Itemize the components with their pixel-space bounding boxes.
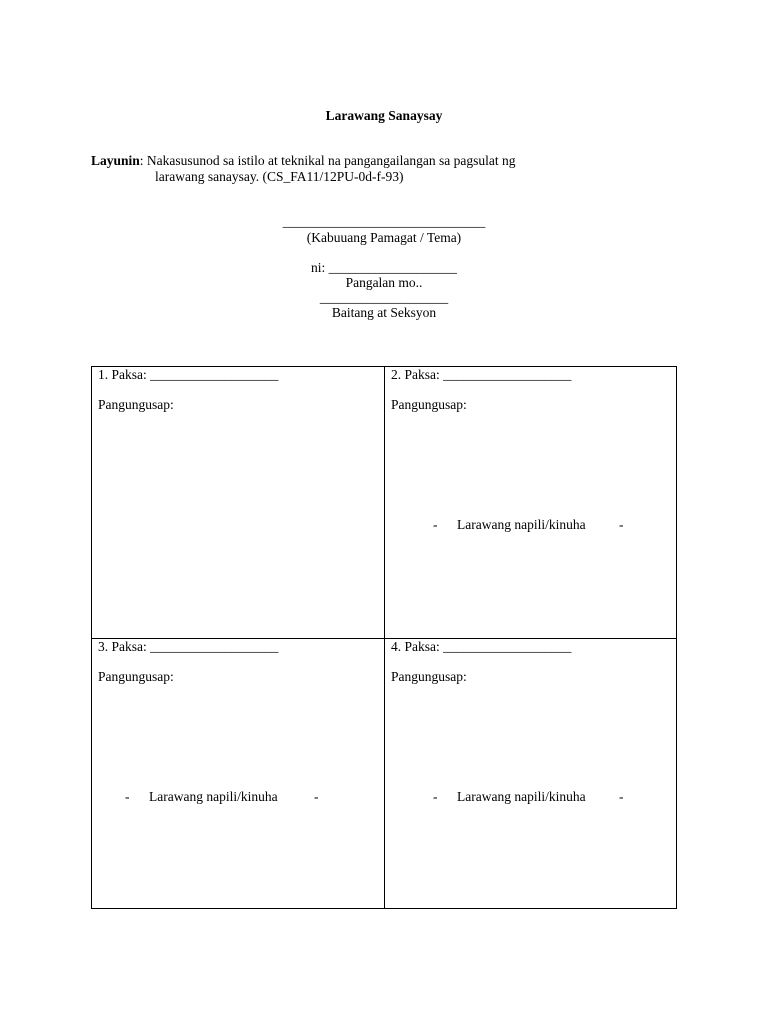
picture-dash-right: - — [314, 789, 319, 804]
grid-cell-3 — [92, 639, 385, 910]
objective-text-1: : Nakasusunod sa istilo at teknikal na pangangailangan sa pagsulat ng — [139, 153, 516, 168]
document-title: Larawang Sanaysay — [325, 108, 443, 123]
title-caption: (Kabuuang Pamagat / Tema) — [306, 230, 462, 245]
picture-dash-right: - — [619, 517, 624, 532]
objective-label: Layunin — [91, 153, 140, 168]
picture-label-4: Larawang napili/kinuha — [457, 789, 586, 804]
picture-label-3: Larawang napili/kinuha — [149, 789, 278, 804]
picture-dash-left: - — [125, 789, 130, 804]
sentence-label-1: Pangungusap: — [98, 397, 174, 412]
sentence-label-2: Pangungusap: — [391, 397, 467, 412]
name-caption: Pangalan mo.. — [345, 275, 423, 290]
picture-dash-left: - — [433, 789, 438, 804]
grid-cell-4 — [385, 639, 678, 910]
objective-line-1 — [91, 153, 515, 169]
title-blank-line: ______________________________ — [282, 214, 486, 229]
sentence-label-4: Pangungusap: — [391, 669, 467, 684]
sentence-label-3: Pangungusap: — [98, 669, 174, 684]
objective-text-2: larawang sanaysay. (CS_FA11/12PU-0d-f-93) — [155, 169, 404, 184]
author-blank-line: ni: ___________________ — [311, 260, 457, 275]
section-caption: Baitang at Seksyon — [331, 305, 437, 320]
topic-field-4: 4. Paksa: ___________________ — [391, 639, 572, 654]
grid-cell-1 — [92, 367, 385, 638]
photo-essay-grid — [91, 366, 677, 909]
grid-cell-2 — [385, 367, 678, 638]
picture-label-2: Larawang napili/kinuha — [457, 517, 586, 532]
topic-field-2: 2. Paksa: ___________________ — [391, 367, 572, 382]
picture-dash-right: - — [619, 789, 624, 804]
picture-dash-left: - — [433, 517, 438, 532]
topic-field-3: 3. Paksa: ___________________ — [98, 639, 279, 654]
topic-field-1: 1. Paksa: ___________________ — [98, 367, 279, 382]
section-blank-line: ___________________ — [319, 290, 449, 305]
